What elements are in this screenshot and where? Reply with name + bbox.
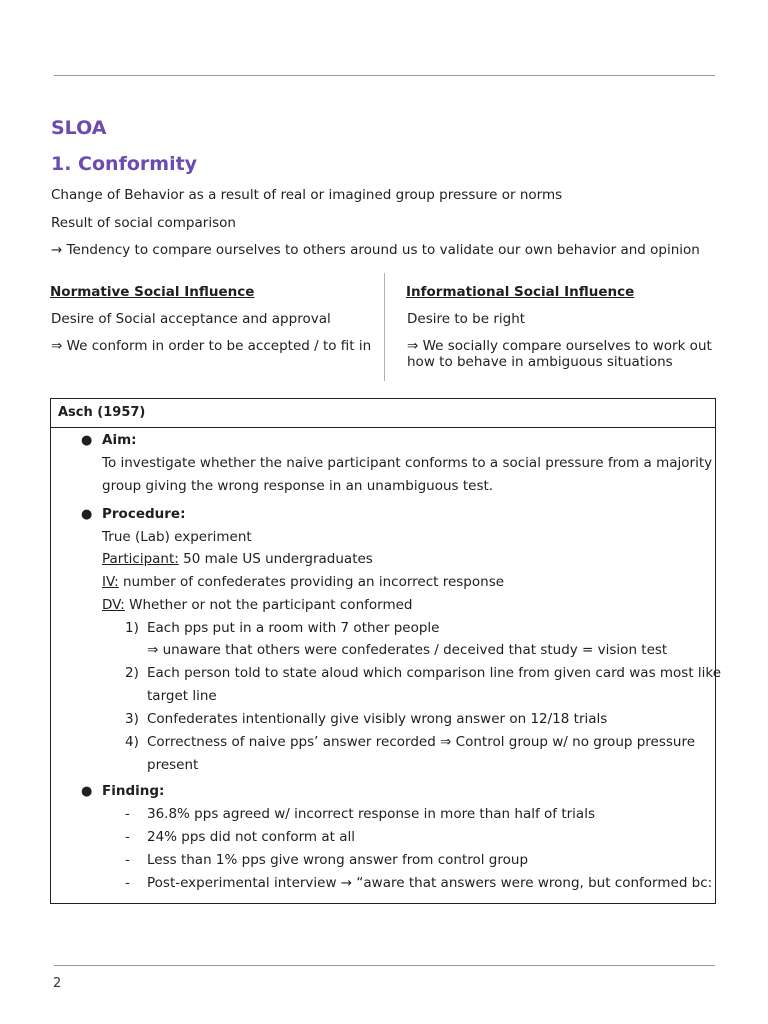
participant-line xyxy=(102,551,373,568)
bullet-icon: ● xyxy=(81,784,93,799)
step-number: 3) xyxy=(125,711,139,727)
finding-item: 24% pps did not conform at all xyxy=(147,829,355,845)
normative-line-2: ⇒ We conform in order to be accepted / to fit in xyxy=(51,338,372,354)
step-number: 4) xyxy=(125,734,139,750)
normative-heading: Normative Social Influence xyxy=(50,284,255,300)
informational-line-3: how to behave in ambiguous situations xyxy=(407,354,673,370)
finding-item: 36.8% pps agreed w/ incorrect response in more than half of trials xyxy=(147,806,595,822)
dv-value: Whether or not the participant conformed xyxy=(124,597,413,613)
column-divider xyxy=(384,273,385,381)
informational-line-1: Desire to be right xyxy=(407,311,526,327)
page-number: 2 xyxy=(53,976,62,991)
procedure-label: Procedure: xyxy=(102,506,186,522)
step-text-cont: ⇒ unaware that others were confederates / deceived that study = vision test xyxy=(147,642,668,658)
bullet-icon: ● xyxy=(81,433,93,448)
finding-item: Post-experimental interview → “aware that answers were wrong, but conformed bc: xyxy=(147,875,713,891)
normative-line-1: Desire of Social acceptance and approval xyxy=(51,311,331,327)
dv-line xyxy=(102,597,412,614)
participant-value: 50 male US undergraduates xyxy=(178,551,373,567)
iv-line xyxy=(102,574,504,591)
step-text-cont: present xyxy=(147,757,199,773)
step-number: 2) xyxy=(125,665,139,681)
section-heading: SLOA xyxy=(51,117,107,139)
step-text: Each person told to state aloud which comparison line from given card was most like xyxy=(147,665,722,681)
study-title: Asch (1957) xyxy=(58,405,146,420)
finding-item: Less than 1% pps give wrong answer from control group xyxy=(147,852,529,868)
dv-label: DV: xyxy=(102,597,125,613)
study-box xyxy=(50,398,722,904)
informational-heading: Informational Social Influence xyxy=(406,284,635,300)
intro-line-2: Result of social comparison xyxy=(51,215,236,231)
iv-label: IV: xyxy=(102,574,119,590)
header-rule xyxy=(54,75,715,76)
step-text: Confederates intentionally give visibly wrong answer on 12/18 trials xyxy=(147,711,608,727)
step-text: Correctness of naive pps’ answer recorded ⇒ Control group w/ no group pressure xyxy=(147,734,696,750)
dash-icon: - xyxy=(125,806,130,822)
dash-icon: - xyxy=(125,875,130,891)
participant-label: Participant: xyxy=(102,551,179,567)
step-text-cont: target line xyxy=(147,688,217,704)
footer-rule xyxy=(54,965,715,966)
aim-line-1: To investigate whether the naive participant conforms to a social pressure from a majority xyxy=(102,455,713,471)
intro-line-3: → Tendency to compare ourselves to others around us to validate our own behavior and opinion xyxy=(51,242,700,258)
step-text: Each pps put in a room with 7 other people xyxy=(147,620,440,636)
bullet-icon: ● xyxy=(81,507,93,522)
dash-icon: - xyxy=(125,829,130,845)
page-title: 1. Conformity xyxy=(51,153,198,175)
step-number: 1) xyxy=(125,620,139,636)
finding-label: Finding: xyxy=(102,783,165,799)
dash-icon: - xyxy=(125,852,130,868)
aim-line-2: group giving the wrong response in an unambiguous test. xyxy=(102,478,494,494)
informational-line-2: ⇒ We socially compare ourselves to work out xyxy=(407,338,712,354)
procedure-type: True (Lab) experiment xyxy=(102,529,252,545)
intro-line-1: Change of Behavior as a result of real or imagined group pressure or norms xyxy=(51,187,563,203)
aim-label: Aim: xyxy=(102,432,137,448)
iv-value: number of confederates providing an incorrect response xyxy=(118,574,505,590)
study-box-header xyxy=(51,399,715,428)
